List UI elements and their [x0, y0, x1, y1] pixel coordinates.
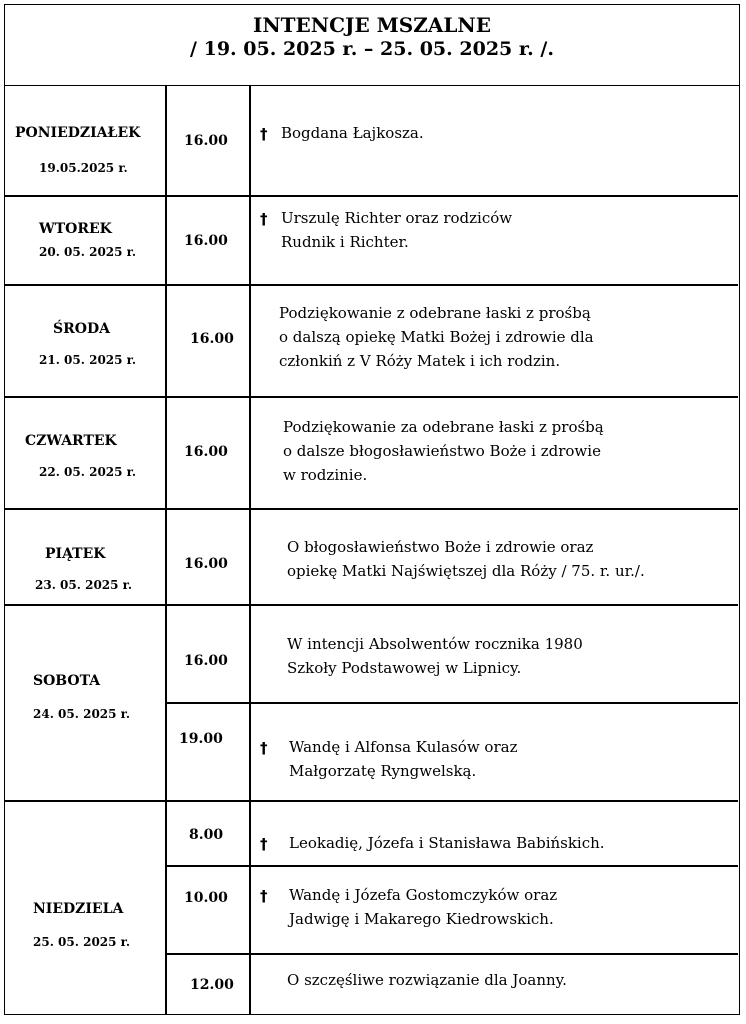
- intention-text: Wandę i Alfonsa Kulasów oraz Małgorzatę Ryngwelską.: [289, 738, 518, 780]
- mass-time: 12.00: [190, 977, 234, 993]
- column-divider-2: [249, 86, 251, 1014]
- mass-time: 16.00: [184, 133, 228, 149]
- mass-time: 16.00: [184, 653, 228, 669]
- cross-icon: †: [260, 210, 268, 228]
- day-date: 25. 05. 2025 r.: [33, 935, 131, 949]
- intentions-table: [4, 4, 740, 1015]
- row-divider: [5, 284, 738, 286]
- cross-icon: †: [260, 887, 268, 905]
- row-divider: [5, 800, 738, 802]
- intention-text: Wandę i Józefa Gostomczyków oraz Jadwigę i Makarego Kiedrowskich.: [289, 886, 558, 928]
- row-divider: [5, 508, 738, 510]
- day-name: CZWARTEK: [25, 433, 117, 449]
- cross-icon: †: [260, 835, 268, 853]
- row-divider: [165, 865, 738, 867]
- day-date: 20. 05. 2025 r.: [39, 245, 137, 259]
- mass-time: 16.00: [184, 444, 228, 460]
- day-name: PIĄTEK: [45, 546, 106, 562]
- mass-time: 16.00: [190, 331, 234, 347]
- day-name: WTOREK: [39, 221, 112, 237]
- mass-time: 16.00: [184, 233, 228, 249]
- cross-icon: †: [260, 125, 268, 143]
- mass-time: 8.00: [189, 827, 224, 843]
- intention-text: Podziękowanie za odebrane łaski z prośbą o dalsze błogosławieństwo Boże i zdrowie w rodzinie.: [283, 418, 604, 484]
- intention-text: O błogosławieństwo Boże i zdrowie oraz opiekę Matki Najświętszej dla Róży / 75. r. ur./.: [287, 538, 645, 580]
- date-range: / 19. 05. 2025 r. – 25. 05. 2025 r. /.: [190, 38, 554, 60]
- row-divider: [5, 195, 738, 197]
- page-title: INTENCJE MSZALNE: [253, 13, 491, 37]
- day-date: 24. 05. 2025 r.: [33, 707, 131, 721]
- row-divider: [165, 953, 738, 955]
- intention-text: W intencji Absolwentów rocznika 1980 Szkoły Podstawowej w Lipnicy.: [287, 635, 583, 677]
- mass-time: 10.00: [184, 890, 228, 906]
- day-date: 21. 05. 2025 r.: [39, 353, 137, 367]
- intention-text: Urszulę Richter oraz rodziców Rudnik i Richter.: [281, 209, 513, 251]
- day-name: PONIEDZIAŁEK: [15, 125, 141, 141]
- day-name: ŚRODA: [53, 321, 110, 337]
- column-divider-1: [165, 86, 167, 1014]
- intention-text: Bogdana Łajkosza.: [281, 124, 424, 142]
- row-divider: [5, 396, 738, 398]
- intention-text: Podziękowanie z odebrane łaski z prośbą o dalszą opiekę Matki Bożej i zdrowie dla członkiń z V Róży Matek i ich rodzin.: [279, 304, 594, 370]
- day-date: 19.05.2025 r.: [39, 161, 128, 175]
- row-divider: [5, 604, 738, 606]
- day-date: 23. 05. 2025 r.: [35, 578, 133, 592]
- row-divider: [165, 702, 738, 704]
- day-name: SOBOTA: [33, 673, 101, 689]
- cross-icon: †: [260, 739, 268, 757]
- mass-time: 16.00: [184, 556, 228, 572]
- intention-text: O szczęśliwe rozwiązanie dla Joanny.: [287, 971, 567, 989]
- day-name: NIEDZIELA: [33, 901, 124, 917]
- intention-text: Leokadię, Józefa i Stanisława Babińskich.: [289, 834, 605, 852]
- mass-time: 19.00: [179, 731, 223, 747]
- table-header: [5, 5, 739, 86]
- day-date: 22. 05. 2025 r.: [39, 465, 137, 479]
